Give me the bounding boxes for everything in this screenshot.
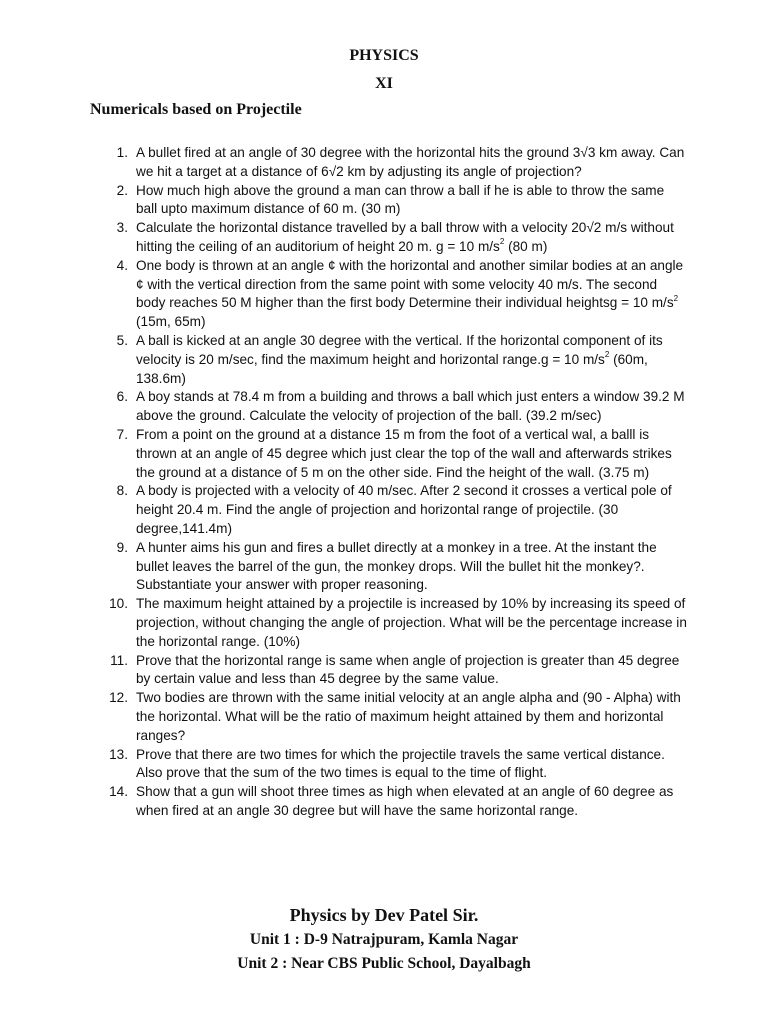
question-body: A hunter aims his gun and fires a bullet directly at a monkey in a tree. At the instant the bullet leaves the barrel of the gun, the monkey drops. Will the bullet hit the monkey?. Substantiate your answer with proper reasoning. [136,539,657,593]
question-number: 3. [116,220,128,236]
question-text [136,333,663,386]
question-text [136,596,687,649]
question-item [106,652,688,690]
question-text [136,784,673,818]
question-number: 6. [116,389,128,405]
question-answer: (15m, 65m) [136,314,206,330]
question-body: A bullet fired at an angle of 30 degree with the horizontal hits the ground 3√3 km away. Can we hit a target at a distance of 6√2 km by adjusting its angle of projection? [136,145,685,179]
question-number: 1. [116,145,128,160]
question-item [106,426,688,482]
superscript: 2 [604,350,610,360]
question-item [106,482,688,538]
question-number: 14. [109,784,128,800]
question-item [106,783,688,821]
question-text [136,427,672,480]
superscript: 2 [499,237,505,247]
question-text [136,389,685,423]
question-body: The maximum height attained by a projectile is increased by 10% by increasing its speed of projection, without changing the angle of projection. What will be the percentage increase in the horizontal range. (10%) [136,596,687,649]
question-item [106,388,688,426]
question-item [106,746,688,784]
unit-1-address: Unit 1 : D-9 Natrajpuram, Kamla Nagar [249,931,519,948]
section-heading: Numericals based on Projectile [90,101,302,118]
question-body: Prove that the horizontal range is same when angle of projection is greater than 45 degree by certain value and less than 45 degree by the same value. [136,652,680,687]
question-body: A boy stands at 78.4 m from a building and throws a ball which just enters a window 39.2 M above the ground. Calculate the velocity of projection of the ball. (39.2 m/sec) [136,389,685,424]
question-body: A ball is kicked at an angle 30 degree with the vertical. If the horizontal component of its velocity is 20 m/sec, find the maximum height and horizontal range.g = 10 m/s [136,332,663,367]
question-number: 8. [116,483,128,499]
question-text [136,653,679,687]
question-text [136,747,665,781]
question-text [136,145,684,179]
question-number: 13. [109,746,128,762]
question-item [106,144,688,182]
class-grade: XI [375,75,393,92]
question-list [106,144,688,821]
question-answer: (60m, 138.6m) [136,351,648,386]
question-item [106,539,688,595]
question-number: 4. [116,257,128,273]
question-body: A body is projected with a velocity of 40 m/sec. After 2 second it crosses a vertical pole of height 20.4 m. Find the angle of projection and horizontal range of projectile. (30 degree,141.4m) [136,483,672,536]
question-text [136,483,672,536]
question-number: 9. [116,539,128,555]
question-item [106,257,688,332]
question-number: 11. [110,652,128,668]
question-body: From a point on the ground at a distance 15 m from the foot of a vertical wal, a balll is thrown at an angle of 45 degree which just clear the top of the wall and afterwards strikes the ground at a distance of 5 m on the other side. Find the height of the wall. (3.75 m) [136,426,672,480]
question-item [106,689,688,745]
question-body: Two bodies are thrown with the same initial velocity at an angle alpha and (90 - Alpha) with the horizontal. What will be the ratio of maximum height attained by them and horizontal ranges? [136,690,681,743]
question-answer: (80 m) [504,238,548,254]
question-body: Show that a gun will shoot three times as high when elevated at an angle of 60 degree as when fired at an angle 30 degree but will have the same horizontal range. [136,784,674,818]
question-body: Prove that there are two times for which the projectile travels the same vertical distance. Also prove that the sum of the two times is equal to the time of flight. [136,746,665,781]
question-item [106,332,688,388]
question-text [136,540,657,593]
teacher-name: Physics by Dev Patel Sir. [289,905,479,925]
question-text [136,258,683,329]
question-body: One body is thrown at an angle ¢ with the horizontal and another similar bodies at an angle ¢ with the vertical direction from the same point with some velocity 40 m/s. The second body reaches 50 M higher than the first body Determine their individual heightsg = 10 m/s [136,257,684,311]
superscript: 2 [673,293,679,303]
question-text [136,220,674,254]
question-body: Calculate the horizontal distance travelled by a ball throw with a velocity 20√2 m/s without hitting the ceiling of an auditorium of height 20 m. g = 10 m/s [136,220,674,254]
question-text [136,690,681,743]
question-number: 10. [109,596,128,612]
question-item [106,219,688,257]
question-item [106,182,688,220]
question-number: 2. [116,182,128,198]
question-number: 12. [109,690,128,706]
question-number: 5. [116,332,128,348]
question-text [136,183,664,217]
question-item [106,595,688,651]
question-number: 7. [116,426,128,442]
unit-2-address: Unit 2 : Near CBS Public School, Dayalbagh [237,955,531,972]
footer [0,902,768,976]
question-body: How much high above the ground a man can throw a ball if he is able to throw the same ball upto maximum distance of 60 m. (30 m) [136,182,665,217]
subject-title: PHYSICS [349,47,419,64]
